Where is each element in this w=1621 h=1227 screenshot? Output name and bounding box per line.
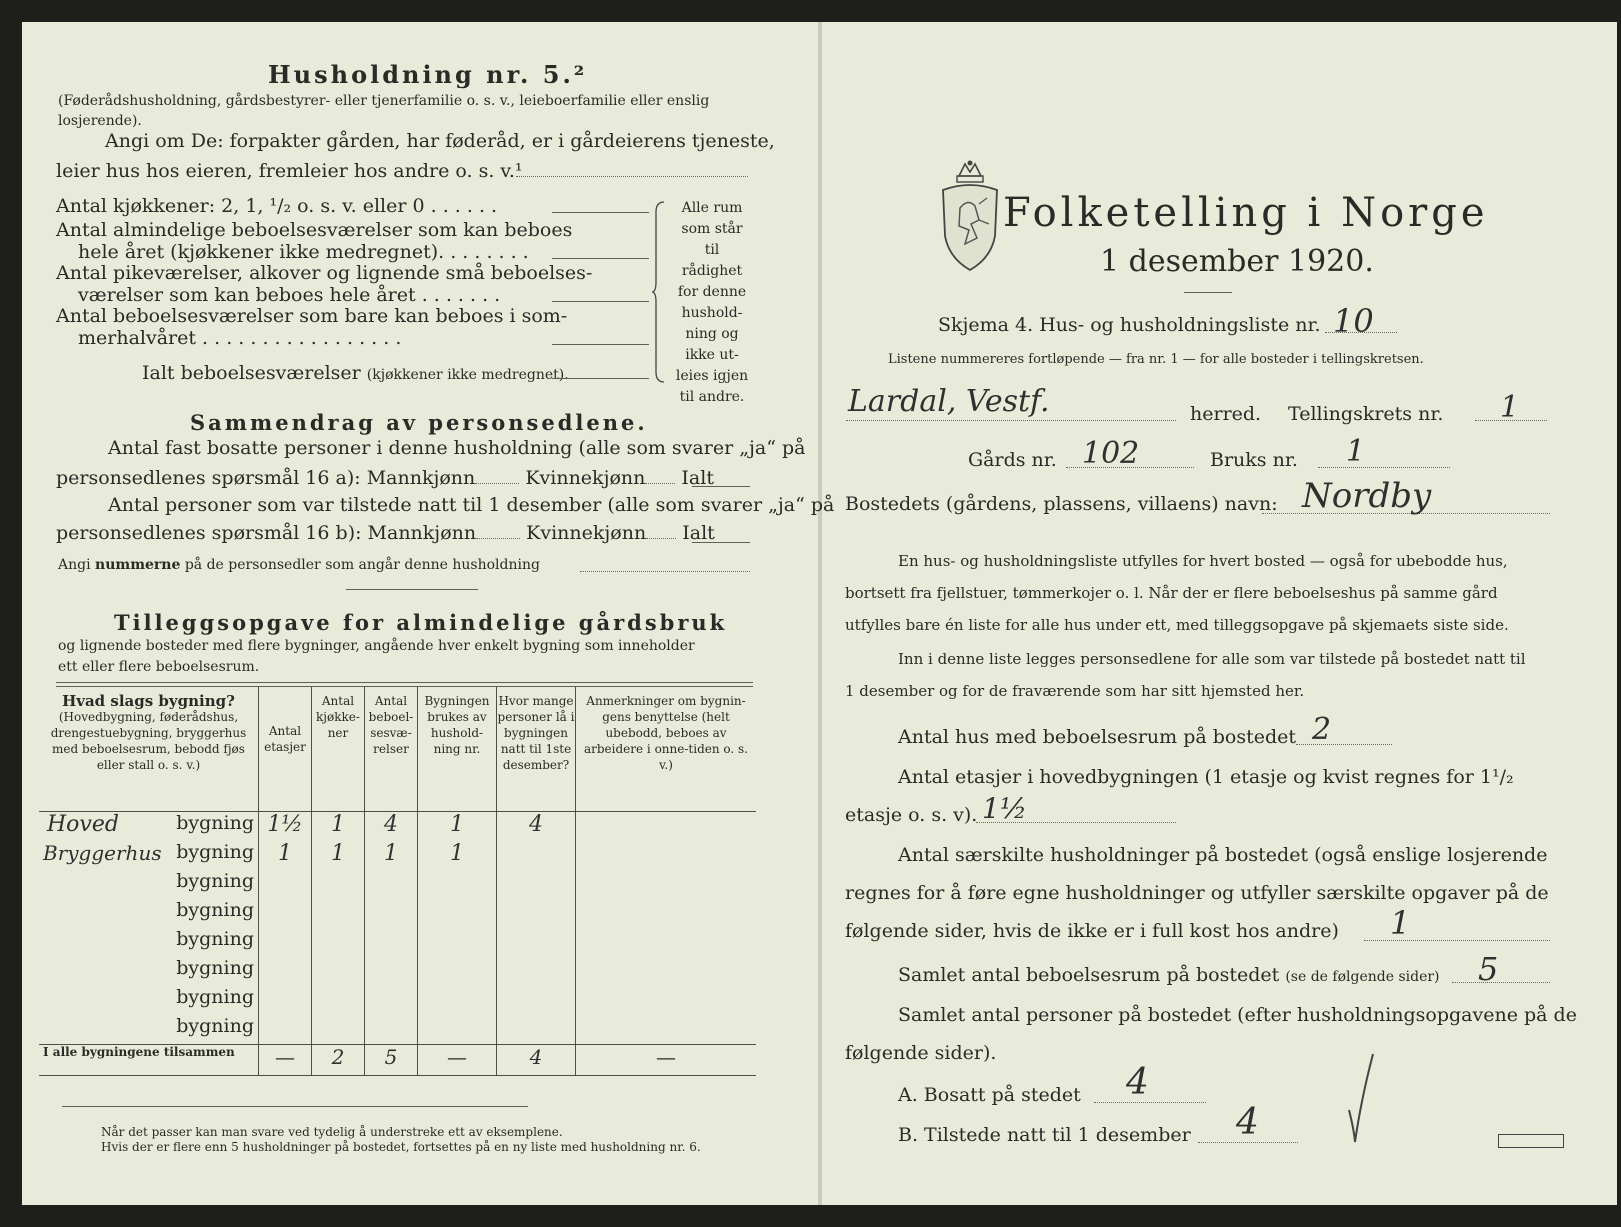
instr-1-line-2: bortsett fra fjellstuer, tømmerkojer o. l. Når der er flere beboelseshus på samme gård: [845, 584, 1498, 602]
pike-line-2: værelser som kan beboes hele året . . . . . . .: [78, 284, 501, 306]
table-row: [39, 841, 756, 870]
section-divider: [346, 589, 478, 590]
table-row: [39, 870, 756, 899]
bruks-value: 1: [1346, 434, 1366, 469]
row-kjokken: [312, 870, 365, 899]
row-rom: [365, 899, 418, 928]
col-pers-header: Hvor mange personer lå i bygningen natt til 1ste desember?: [497, 687, 576, 812]
check-mark-icon: [1345, 1052, 1375, 1144]
sum-rom: 5: [365, 1045, 418, 1076]
side-note-line: Alle rum: [681, 200, 743, 216]
mannkjonn-label: personsedlenes spørsmål 16 a): Mannkjønn: [56, 467, 476, 489]
row-pers: [497, 986, 576, 1015]
som-line-1: Antal beboelsesværelser som bare kan beboes i som-: [56, 305, 568, 327]
kvinnekjonn-label: Kvinnekjønn: [526, 522, 647, 544]
row-etasjer: [259, 928, 312, 957]
alm-line-2: hele året (kjøkkener ikke medregnet). . . . . . . .: [78, 241, 529, 263]
herred-fill: [846, 420, 1176, 421]
side-note-line: ikke ut-: [685, 347, 739, 363]
row-rom: [365, 957, 418, 986]
row-pers: [497, 841, 576, 870]
col-rom-header: Antal beboel-sesvæ-relser: [365, 687, 418, 812]
row-etasjer: [259, 957, 312, 986]
supplement-line-1: og lignende bosteder med flere bygninger, angående hver enkelt bygning som inneholder: [58, 638, 695, 654]
q-pers-line-2: følgende sider).: [845, 1042, 997, 1064]
footnote-2: Hvis der er flere enn 5 husholdninger på bostedet, fortsettes på en ny liste med husholdning nr. 6.: [101, 1140, 701, 1154]
row-building-name: Bryggerhus: [43, 841, 162, 865]
row-rom: [365, 1015, 418, 1045]
row-hush: [418, 812, 497, 842]
pike-fill: [552, 301, 649, 302]
q-bosatt-fill: [1094, 1102, 1206, 1103]
row-rom-val: 1: [384, 841, 398, 866]
row-etasjer: [259, 841, 312, 870]
row-anm: [576, 957, 757, 986]
instr-2-line-2: 1 desember og for de fraværende som har sitt hjemsted her.: [845, 682, 1305, 700]
row-anm: [576, 870, 757, 899]
table-top-rule: [56, 682, 753, 683]
instr-2-line-1: Inn i denne liste legges personsedlene for alle som var tilstede på bostedet natt til: [898, 650, 1526, 668]
table-row: [39, 928, 756, 957]
angi-num-text: Angi: [58, 557, 96, 573]
row-rom: [365, 870, 418, 899]
tellingskrets-label: Tellingskrets nr.: [1288, 403, 1444, 425]
row-hush: [418, 928, 497, 957]
som-fill: [552, 344, 649, 345]
brace-icon: [652, 200, 668, 385]
summary-title: Sammendrag av personsedlene.: [190, 410, 648, 435]
row-etasjer-val: 1: [278, 841, 292, 866]
row-kjokken: [312, 841, 365, 870]
row-etasjer: [259, 986, 312, 1015]
skjema-nr-value: 10: [1333, 302, 1374, 340]
footnote-1: Når det passer kan man svare ved tydelig å understreke ett av eksemplene.: [101, 1125, 563, 1139]
ialt-main: Ialt beboelsesværelser: [142, 362, 361, 384]
side-note-line: ning og: [685, 326, 739, 342]
col-anm-header: Anmerkninger om bygnin-gens benyttelse (helt ubebodd, beboes av arbeidere i onne-tiden o. s. v.): [576, 687, 757, 812]
row-pers: [497, 899, 576, 928]
row-pers-val: 4: [529, 812, 543, 837]
table-row: [39, 899, 756, 928]
tellingskrets-value: 1: [1500, 390, 1520, 425]
ialt-label: Ialt: [681, 467, 714, 489]
q-bosatt-value: 4: [1126, 1062, 1149, 1103]
sum-label: I alle bygningene tilsammen: [39, 1045, 259, 1076]
row-hush: [418, 841, 497, 870]
row-rom: [365, 841, 418, 870]
row-etasjer: [259, 812, 312, 842]
side-note-line: til andre.: [679, 389, 745, 405]
table-row: [39, 1015, 756, 1045]
ialt-a-fill: [692, 486, 750, 487]
alm-line-1: Antal almindelige beboelsesværelser som kan beboes: [56, 219, 573, 241]
herred-label: herred.: [1190, 403, 1262, 425]
row-kjokken: [312, 928, 365, 957]
row-kjokken-val: 1: [331, 812, 345, 837]
supplement-line-2: ett eller flere beboelsesrum.: [58, 659, 260, 675]
ialt-label: [142, 362, 569, 384]
side-note-line: for denne: [677, 284, 747, 300]
kjokkener-label: Antal kjøkkener: 2, 1, ¹/₂ o. s. v. eller 0 . . . . . .: [56, 195, 498, 217]
page-fold: [818, 22, 822, 1205]
household-subtitle: (Føderådshusholdning, gårdsbestyrer- eller tjenerfamilie o. s. v., leieboerfamilie eller enslig losjerende).: [58, 93, 710, 129]
kvinnekjonn-label: Kvinnekjønn: [525, 467, 646, 489]
footnote-rule: [62, 1106, 528, 1107]
household-title: Husholdning nr. 5.²: [268, 60, 588, 89]
q-bosatt-label: A. Bosatt på stedet: [898, 1084, 1081, 1106]
side-note-line: rådighet: [681, 263, 743, 279]
building-table: [39, 687, 756, 1076]
sum-kjokken: 2: [312, 1045, 365, 1076]
row-hush-val: 1: [450, 841, 464, 866]
bruks-fill: [1318, 467, 1450, 468]
mannkjonn-label: personsedlenes spørsmål 16 b): Mannkjønn: [56, 522, 477, 544]
census-title: Folketelling i Norge: [1003, 190, 1489, 236]
row-pers: [497, 928, 576, 957]
row-anm: [576, 1015, 757, 1045]
row-rom-val: 4: [384, 812, 398, 837]
q-etasjer-line-2: etasje o. s. v).: [845, 804, 978, 826]
row-building-name: Hoved: [47, 812, 119, 837]
summary-line-2: [56, 467, 714, 489]
row-hush: [418, 1015, 497, 1045]
summary-line-1: Antal fast bosatte personer i denne husholdning (alle som svarer „ja“ på: [108, 437, 806, 459]
row-anm: [576, 928, 757, 957]
col-type-header: [39, 687, 259, 812]
row-label: bygning: [176, 986, 254, 1008]
q-rom-value: 5: [1478, 950, 1499, 988]
row-etasjer: [259, 1015, 312, 1045]
row-type-cell: [39, 841, 259, 870]
sum-pers: 4: [497, 1045, 576, 1076]
row-hush: [418, 957, 497, 986]
row-pers: [497, 957, 576, 986]
q-hus-value: 2: [1312, 712, 1332, 747]
q-hush-line-3: følgende sider, hvis de ikke er i full kost hos andre): [845, 920, 1339, 942]
ialt-note: (kjøkkener ikke medregnet).: [366, 367, 569, 383]
row-label: bygning: [176, 957, 254, 979]
q-rom-fill: [1452, 982, 1550, 983]
row-label: bygning: [176, 870, 254, 892]
q-tilstede-label: B. Tilstede natt til 1 desember: [898, 1124, 1191, 1146]
q-hus-label: Antal hus med beboelsesrum på bostedet: [898, 726, 1297, 748]
q-hush-value: 1: [1390, 904, 1411, 942]
q-tilstede-value: 4: [1236, 1102, 1259, 1143]
row-label: bygning: [176, 1015, 254, 1037]
angi-nummerne: [58, 557, 540, 573]
skjema-label: Skjema 4. Hus- og husholdningsliste nr.: [938, 314, 1321, 336]
som-line-2: merhalvåret . . . . . . . . . . . . . . . . .: [78, 327, 402, 349]
row-label: bygning: [176, 812, 254, 834]
col-kjokken-header: Antal kjøkke-ner: [312, 687, 365, 812]
supplement-title: Tilleggsopgave for almindelige gårdsbruk: [114, 610, 728, 635]
row-kjokken: [312, 899, 365, 928]
row-label: bygning: [176, 899, 254, 921]
q-etasjer-line-1: Antal etasjer i hovedbygningen (1 etasje og kvist regnes for 1¹/₂: [898, 766, 1514, 788]
q-pers-line-1: Samlet antal personer på bostedet (efter husholdningsopgavene på de: [898, 1004, 1577, 1026]
q-rom-text: Samlet antal beboelsesrum på bostedet: [898, 964, 1280, 986]
printer-stamp: [1498, 1134, 1564, 1148]
kjokkener-fill: [552, 212, 649, 213]
row-rom: [365, 986, 418, 1015]
instr-1-line-3: utfylles bare én liste for alle hus under ett, med tilleggsopgave på skjemaets siste side.: [845, 616, 1509, 634]
q-hush-line-1: Antal særskilte husholdninger på bostedet (også enslige losjerende: [898, 844, 1548, 866]
row-kjokken: [312, 1015, 365, 1045]
angi-num-fill: [580, 571, 750, 572]
q-etasjer-value: 1½: [982, 792, 1027, 825]
gards-label: Gårds nr.: [968, 449, 1057, 471]
summary-line-3: Antal personer som var tilstede natt til 1 desember (alle som svarer „ja“ på: [108, 494, 835, 516]
row-hush: [418, 870, 497, 899]
row-etasjer: [259, 899, 312, 928]
pike-line-1: Antal pikeværelser, alkover og lignende små beboelses-: [56, 262, 593, 284]
side-note-line: som står til: [681, 221, 743, 258]
q-hush-line-2: regnes for å føre egne husholdninger og utfyller særskilte opgaver på de: [845, 882, 1549, 904]
row-hush-val: 1: [450, 812, 464, 837]
row-label: bygning: [176, 841, 254, 863]
table-row: [39, 986, 756, 1015]
row-etasjer-val: 1½: [267, 812, 303, 837]
table-sum-row: [39, 1045, 756, 1076]
col-type-sub: (Hovedbygning, føderådshus, drengestuebygning, bryggerhus med beboelsesrum, bebodd fjøs eller stall o. s. v.): [50, 710, 247, 772]
coat-of-arms-icon: [935, 158, 1005, 278]
angi-num-bold: nummerne: [95, 557, 181, 573]
row-label: bygning: [176, 928, 254, 950]
row-rom: [365, 812, 418, 842]
title-divider: [1184, 292, 1232, 293]
side-note: [672, 198, 752, 408]
row-anm: [576, 986, 757, 1015]
side-note-line: leies igjen: [675, 368, 749, 384]
row-pers: [497, 870, 576, 899]
sum-etasjer: —: [259, 1045, 312, 1076]
angi-num-text: på de personsedler som angår denne husholdning: [180, 557, 540, 573]
table-row: [39, 957, 756, 986]
census-date: 1 desember 1920.: [1100, 244, 1374, 279]
col-etasjer-header: Antal etasjer: [259, 687, 312, 812]
instr-1-line-1: En hus- og husholdningsliste utfylles for hvert bosted — også for ubebodde hus,: [898, 552, 1508, 570]
summary-line-4: [56, 522, 715, 544]
angi-line-1: Angi om De: forpakter gården, har føderåd, er i gårdeierens tjeneste,: [105, 130, 775, 152]
row-hush: [418, 986, 497, 1015]
row-kjokken: [312, 957, 365, 986]
q-rom-label: [898, 964, 1440, 986]
gards-value: 102: [1082, 436, 1140, 471]
row-kjokken-val: 1: [331, 841, 345, 866]
angi-fill-line: [516, 176, 748, 177]
row-anm: [576, 899, 757, 928]
row-kjokken: [312, 812, 365, 842]
listene-note: Listene nummereres fortløpende — fra nr. 1 — for alle bosteder i tellingskretsen.: [888, 352, 1424, 367]
ialt-b-fill: [692, 542, 750, 543]
ialt-fill: [552, 378, 649, 379]
herred-value: Lardal, Vestf.: [848, 384, 1050, 419]
sum-hush: —: [418, 1045, 497, 1076]
sum-anm: —: [576, 1045, 757, 1076]
q-rom-note: (se de følgende sider): [1285, 969, 1440, 985]
ialt-label: Ialt: [682, 522, 715, 544]
row-hush: [418, 899, 497, 928]
q-hus-fill: [1296, 744, 1392, 745]
row-rom: [365, 928, 418, 957]
bosted-value: Nordby: [1302, 476, 1432, 516]
row-type-cell: [39, 812, 259, 842]
row-pers: [497, 1015, 576, 1045]
angi-line-2: leier hus hos eieren, fremleier hos andre o. s. v.¹: [56, 160, 523, 182]
bruks-label: Bruks nr.: [1210, 449, 1298, 471]
row-kjokken: [312, 986, 365, 1015]
row-etasjer: [259, 870, 312, 899]
row-anm: [576, 841, 757, 870]
col-hush-header: Bygningen brukes av hushold-ning nr.: [418, 687, 497, 812]
row-pers: [497, 812, 576, 842]
row-anm: [576, 812, 757, 842]
bosted-label: Bostedets (gårdens, plassens, villaens) navn:: [845, 493, 1278, 515]
side-note-line: hushold-: [681, 305, 743, 321]
table-row: [39, 812, 756, 842]
col-type-title: Hvad slags bygning?: [62, 692, 235, 710]
alm-fill: [552, 258, 649, 259]
